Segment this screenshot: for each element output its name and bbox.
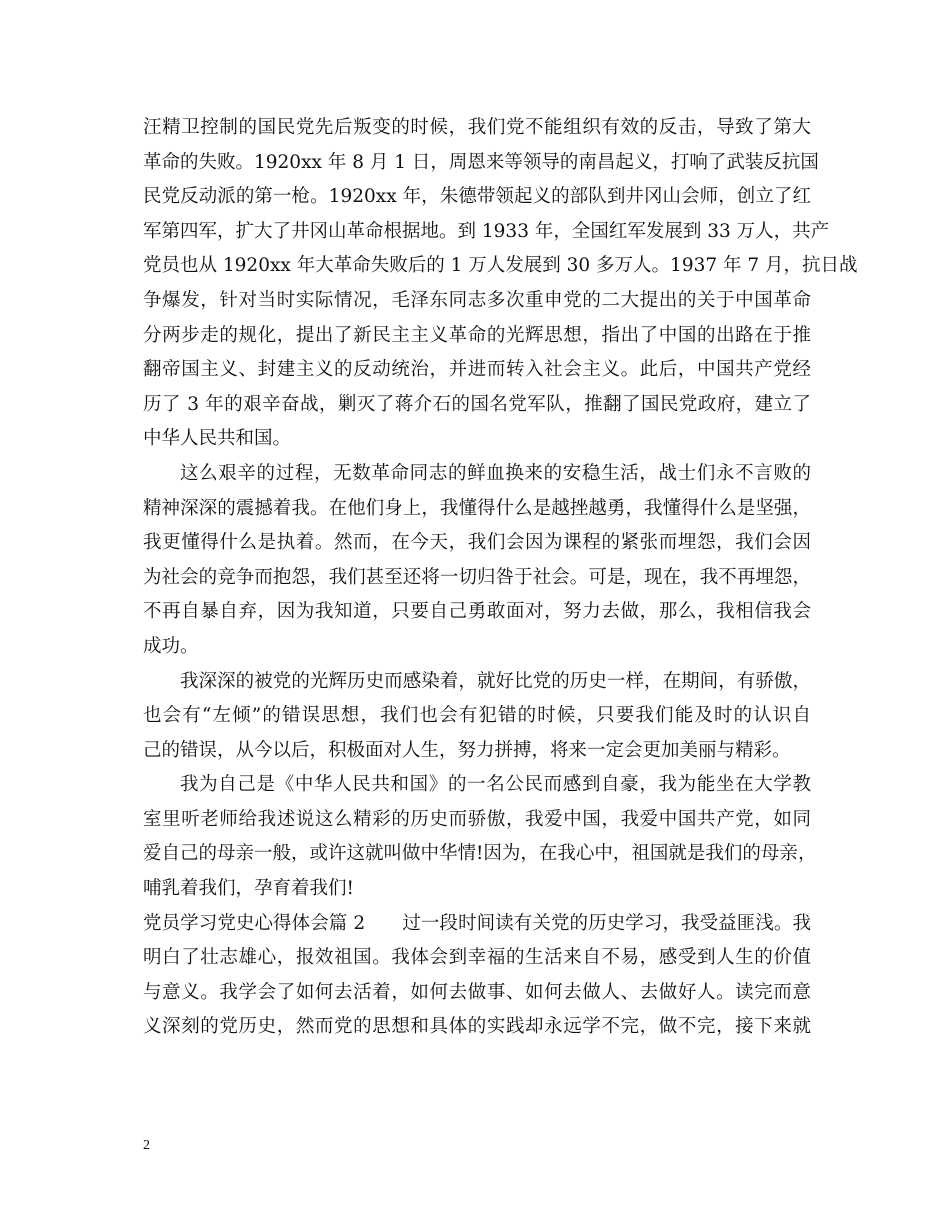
text-line: 己的错误，从今以后，积极面对人生，努力拼搏，将来一定会更加美丽与精彩。 bbox=[143, 739, 791, 761]
text-line: 争爆发，针对当时实际情况，毛泽东同志多次重申党的二大提出的关于中国革命 bbox=[143, 289, 811, 311]
text-line: 我更懂得什么是执着。然而，在今天，我们会因为课程的紧张而埋怨，我们会因 bbox=[143, 532, 811, 554]
text-line: 室里听老师给我述说这么精彩的历史而骄傲，我爱中国，我爱中国共产党，如同 bbox=[143, 808, 811, 830]
text-line: 精神深深的震撼着我。在他们身上，我懂得什么是越挫越勇，我懂得什么是坚强， bbox=[143, 497, 811, 519]
text-line: 哺乳着我们，孕育着我们! bbox=[143, 878, 354, 900]
body-text bbox=[143, 111, 858, 1045]
text-line: 成功。 bbox=[143, 635, 199, 657]
text-line: 为社会的竞争而抱怨，我们甚至还将一切归咎于社会。可是，现在，我不再埋怨， bbox=[143, 566, 811, 588]
text-line: 不再自暴自弃，因为我知道，只要自己勇敢面对，努力去做，那么，我相信我会 bbox=[143, 601, 811, 623]
text-line: 民党反动派的第一枪。1920xx 年，朱德带领起义的部队到井冈山会师，创立了红 bbox=[143, 186, 811, 208]
text-line: 汪精卫控制的国民党先后叛变的时候，我们党不能组织有效的反击，导致了第大 bbox=[143, 117, 811, 138]
text-line: 军第四军，扩大了井冈山革命根据地。到 1933 年，全国红军发展到 33 万人，共产 bbox=[143, 220, 830, 242]
text-line: 分两步走的规化，提出了新民主主义革命的光辉思想，指出了中国的出路在于推 bbox=[143, 324, 811, 346]
text-line: 爱自己的母亲一般，或许这就叫做中华情!因为，在我心中，祖国就是我们的母亲， bbox=[143, 843, 817, 865]
text-line: 这么艰辛的过程，无数革命同志的鲜血换来的安稳生活，战士们永不言败的 bbox=[180, 462, 811, 484]
text-line: 中华人民共和国。 bbox=[143, 428, 292, 450]
text-line: 义深刻的党历史，然而党的思想和具体的实践却永远学不完，做不完，接下来就 bbox=[143, 1016, 811, 1038]
text-line: 历了 3 年的艰辛奋战，剿灭了蒋介石的国名党军队，推翻了国民党政府，建立了 bbox=[143, 393, 811, 415]
text-line: 革命的失败。1920xx 年 8 月 1 日，周恩来等领导的南昌起义，打响了武装反抗国 bbox=[143, 151, 819, 173]
text-line: 翻帝国主义、封建主义的反动统治，并进而转入社会主义。此后，中国共产党经 bbox=[143, 359, 811, 381]
text-line: 我深深的被党的光辉历史而感染着，就好比党的历史一样，在期间，有骄傲， bbox=[180, 670, 811, 692]
text-line: 明白了壮志雄心，报效祖国。我体会到幸福的生活来自不易，感受到人生的价值 bbox=[143, 947, 811, 969]
page-number: 2 bbox=[143, 1138, 150, 1153]
text-line: 与意义。我学会了如何去活着，如何去做事、如何去做人、去做好人。读完而意 bbox=[143, 981, 811, 1003]
text-line: 我为自己是《中华人民共和国》的一名公民而感到自豪，我为能坐在大学教 bbox=[180, 774, 811, 796]
text-line: 党员也从 1920xx 年大革命失败后的 1 万人发展到 30 多万人。1937 年 7 月，抗日战 bbox=[143, 255, 858, 277]
text-line: 党员学习党史心得体会篇 2 过一段时间读有关党的历史学习，我受益匪浅。我 bbox=[143, 912, 811, 934]
text-line: 也会有“左倾”的错误思想，我们也会有犯错的时候，只要我们能及时的认识自 bbox=[143, 705, 811, 727]
